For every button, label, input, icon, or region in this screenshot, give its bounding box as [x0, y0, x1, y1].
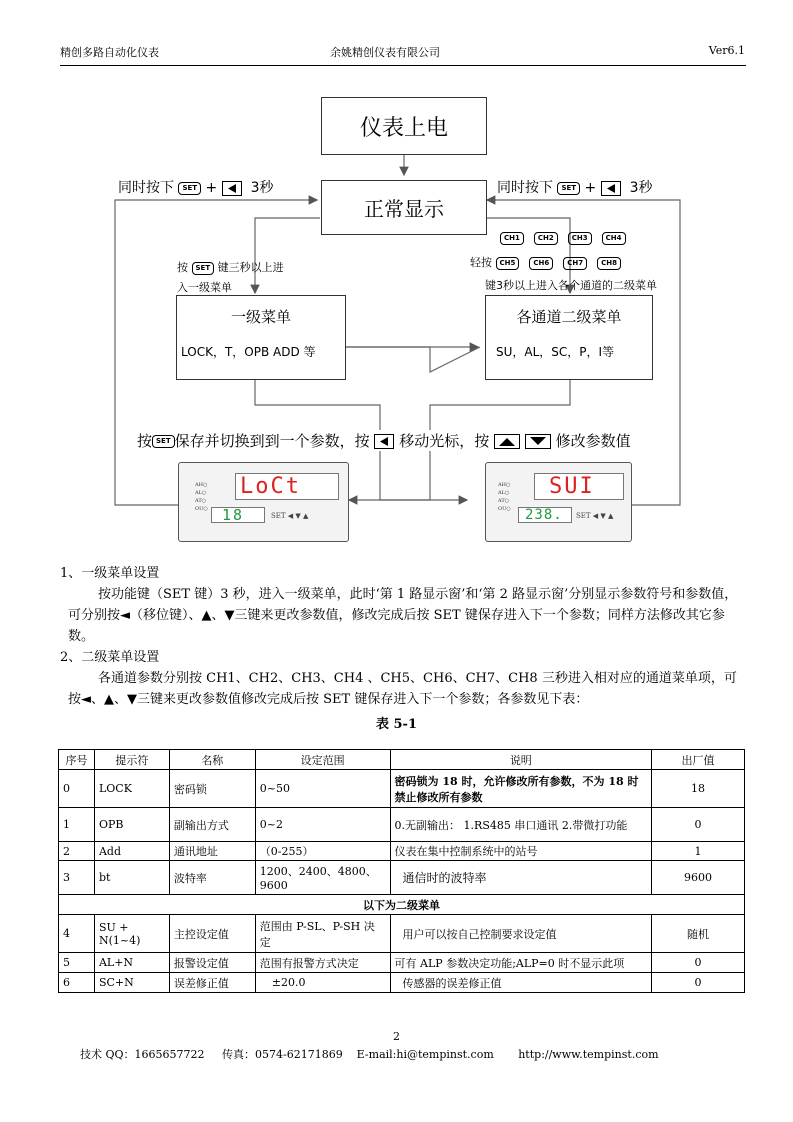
cell: 9600 — [652, 861, 745, 895]
ch5-key-icon: CH5 — [496, 257, 520, 270]
power-on-box: 仪表上电 — [321, 97, 487, 155]
col-header: 序号 — [59, 750, 95, 770]
channel-keys-top — [500, 228, 626, 247]
cell: 主控设定值 — [169, 915, 255, 953]
cell: 范围由 P-SL、P-SH 决定 — [255, 915, 390, 953]
cell: 0 — [652, 973, 745, 993]
ch8-key-icon: CH8 — [597, 257, 621, 270]
cell: 0 — [59, 770, 95, 808]
col-header: 设定范围 — [255, 750, 390, 770]
indicator-leds: AH○ AL○ AT○ OU○ — [498, 482, 511, 512]
cell: 可有 ALP 参数决定功能;ALP=0 时不显示此项 — [390, 953, 652, 973]
param-table — [58, 749, 745, 993]
table-row — [59, 953, 745, 973]
plus-sign: + — [205, 180, 218, 196]
enter-level2-note: 键3秒以上进入各个通道的二级菜单 — [485, 279, 657, 292]
three-sec-label: 3秒 — [629, 180, 653, 196]
ch6-key-icon: CH6 — [529, 257, 553, 270]
page-number: 2 — [393, 1030, 400, 1043]
instr-c: 移动光标，按 — [399, 432, 490, 450]
col-header: 说明 — [390, 750, 652, 770]
level1-menu-box — [176, 295, 346, 380]
header-center: 余姚精创仪表有限公司 — [330, 46, 440, 59]
hold-right-label: 同时按下 — [497, 180, 553, 196]
cell: 范围有报警方式决定 — [255, 953, 390, 973]
cell: 用户可以按自己控制要求设定值 — [390, 915, 652, 953]
cell: AL+N — [94, 953, 169, 973]
col-header: 提示符 — [94, 750, 169, 770]
cell: 波特率 — [169, 861, 255, 895]
table-header-row — [59, 750, 745, 770]
instr-b: 保存并切换到到一个参数，按 — [174, 432, 370, 450]
ch7-key-icon: CH7 — [563, 257, 587, 270]
level2-menu-box — [485, 295, 653, 380]
device1-top-display: LoCt — [235, 473, 339, 500]
enter-l1-line1: 键三秒以上进 — [217, 261, 284, 274]
cell: 6 — [59, 973, 95, 993]
cell: 传感器的误差修正值 — [390, 973, 652, 993]
left-key-icon — [374, 434, 394, 449]
set-key-icon: SET — [152, 435, 175, 448]
channel-keys-bottom — [470, 254, 621, 270]
up-key-icon — [494, 434, 520, 449]
cell: 4 — [59, 915, 95, 953]
header-left: 精创多路自动化仪表 — [60, 46, 159, 59]
instr-a: 按 — [137, 432, 153, 450]
cell: 2 — [59, 842, 95, 861]
enter-level1-note — [177, 258, 284, 298]
device2-top-display: SUI — [534, 473, 624, 500]
hold-instruction-left — [118, 177, 274, 197]
cell: 随机 — [652, 915, 745, 953]
set-key-icon: SET — [192, 262, 215, 275]
header-right: Ver6.1 — [708, 44, 745, 57]
table-row — [59, 973, 745, 993]
cell: 1200、2400、4800、9600 — [255, 861, 390, 895]
cell: 1 — [59, 808, 95, 842]
ch1-key-icon: CH1 — [500, 232, 524, 245]
table-row — [59, 770, 745, 808]
device2-buttons: SET ◀ ▼ ▲ — [576, 512, 614, 520]
table-divider-row — [59, 895, 745, 915]
cell: （0-255） — [255, 842, 390, 861]
table-caption: 表 5-1 — [375, 717, 417, 732]
cell: SC+N — [94, 973, 169, 993]
cell: 0 — [652, 953, 745, 973]
hold-instruction-right — [497, 177, 653, 197]
down-key-icon — [525, 434, 551, 449]
device1-bottom-display: 18 — [211, 507, 265, 523]
cell: 报警设定值 — [169, 953, 255, 973]
ch2-key-icon: CH2 — [534, 232, 558, 245]
left-key-icon — [222, 181, 242, 196]
ch3-key-icon: CH3 — [568, 232, 592, 245]
cell: 0 — [652, 808, 745, 842]
cell: 0~2 — [255, 808, 390, 842]
cell: 5 — [59, 953, 95, 973]
cell: Add — [94, 842, 169, 861]
cell: bt — [94, 861, 169, 895]
flow-connectors — [0, 0, 793, 560]
instr-d: 修改参数值 — [555, 432, 631, 450]
cell: 1 — [652, 842, 745, 861]
press-word: 按 — [177, 261, 188, 274]
light-press-label: 轻按 — [470, 256, 492, 269]
cell: 18 — [652, 770, 745, 808]
normal-display-box: 正常显示 — [321, 180, 487, 235]
section1-paragraph: 按功能键（SET 键）3 秒，进入一级菜单，此时‘第 1 路显示窗’和‘第 2 路显示窗’分别显示参数符号和参数值，可分别按◄（移位键）、▲、▼三键来更改参数值，修改完成后按 SET 键保存进入下一个参数；同样方法修改其它参数。 — [68, 587, 738, 644]
cell: 密码锁为 18 时，允许修改所有参数，不为 18 时禁止修改所有参数 — [390, 770, 652, 808]
section2-paragraph: 各通道参数分别按 CH1、CH2、CH3、CH4 、CH5、CH6、CH7、CH8 三秒进入相对应的通道菜单项，可按◄、▲、▼三键来更改参数值修改完成后按 SET 键保存进入下一个参数；各参数见下表： — [68, 671, 737, 707]
three-sec-label: 3秒 — [250, 180, 274, 196]
ch4-key-icon: CH4 — [602, 232, 626, 245]
cell: SU + N(1~4) — [94, 915, 169, 953]
enter-l1-line2: 入一级菜单 — [177, 281, 232, 294]
cell: 3 — [59, 861, 95, 895]
section2-title: 2、二级菜单设置 — [60, 650, 160, 665]
cell: 副输出方式 — [169, 808, 255, 842]
cell: 密码锁 — [169, 770, 255, 808]
device1-buttons: SET ◀ ▼ ▲ — [271, 512, 309, 520]
level1-menu-title: 一级菜单 — [230, 308, 291, 326]
level1-menu-items: LOCK，T，OPB ADD 等 — [181, 345, 316, 359]
level2-menu-items: SU，AL，SC，P，I等 — [496, 345, 615, 359]
level2-divider: 以下为二级菜单 — [59, 895, 745, 915]
device2-bottom-display: 238. — [518, 507, 572, 523]
edit-instruction — [137, 430, 631, 451]
cell: 通讯地址 — [169, 842, 255, 861]
plus-sign: + — [584, 180, 597, 196]
set-key-icon: SET — [557, 182, 580, 195]
footer-contact: 技术 QQ：1665657722 传真：0574-62171869 E-mail:hi@tempinst.com http://www.tempinst.com — [80, 1048, 659, 1061]
table-row — [59, 861, 745, 895]
table-row — [59, 915, 745, 953]
cell: LOCK — [94, 770, 169, 808]
level2-menu-title: 各通道二级菜单 — [516, 308, 622, 326]
table-row — [59, 808, 745, 842]
cell: 通信时的波特率 — [390, 861, 652, 895]
indicator-leds: AH○ AL○ AT○ OU○ — [195, 482, 208, 512]
set-key-icon: SET — [178, 182, 201, 195]
cell: 仪表在集中控制系统中的站号 — [390, 842, 652, 861]
device-panel-level1 — [178, 462, 349, 542]
col-header: 名称 — [169, 750, 255, 770]
left-key-icon — [601, 181, 621, 196]
section1-title: 1、一级菜单设置 — [60, 566, 160, 581]
table-row — [59, 842, 745, 861]
device-panel-level2 — [485, 462, 632, 542]
col-header: 出厂值 — [652, 750, 745, 770]
cell: OPB — [94, 808, 169, 842]
cell: 0.无副输出： 1.RS485 串口通讯 2.带微打功能 — [390, 808, 652, 842]
cell: 0~50 — [255, 770, 390, 808]
hold-left-label: 同时按下 — [118, 180, 174, 196]
cell: 误差修正值 — [169, 973, 255, 993]
cell: ±20.0 — [255, 973, 390, 993]
